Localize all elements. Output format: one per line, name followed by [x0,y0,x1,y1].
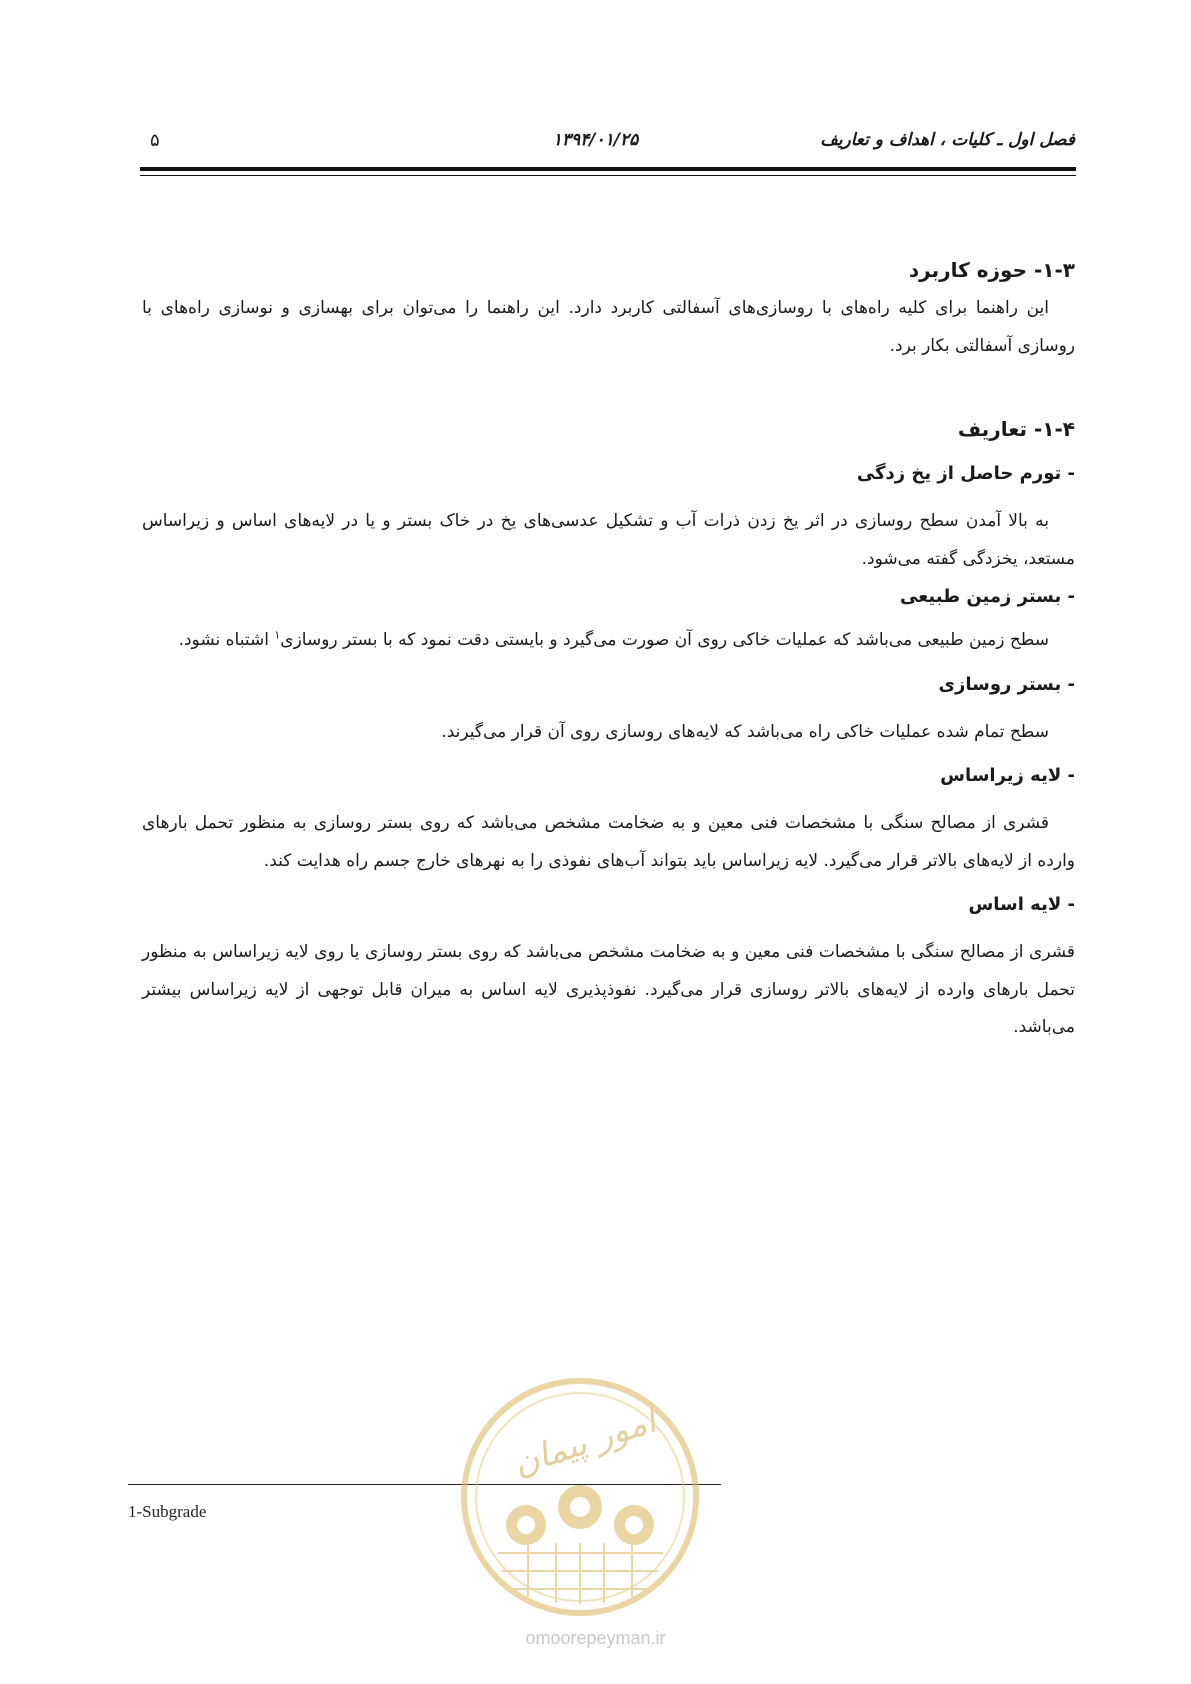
header-rule-thick [140,167,1076,171]
section-heading-scope: ۱-۳- حوزه کاربرد [908,258,1075,282]
term-title-subbase: - لایه زیراساس [940,765,1075,786]
term-text-frost-heave: به بالا آمدن سطح روسازی در اثر یخ زدن ذرات آب و تشکیل عدسی‌های یخ در خاک بستر و یا در لایه‌های اساس و زیراساس مستعد، یخزدگی گفته می‌شود. [142,511,1075,569]
term-text-natural-ground-end: اشتباه نشود. [178,630,275,650]
term-text-base: قشری از مصالح سنگی با مشخصات فنی معین و به ضخامت مشخص می‌باشد که روی بستر روسازی یا روی لایه زیراساس به منظور تحمل بارهای وارده از لایه‌های بالاتر روسازی قرار می‌گیرد. نفوذپذیری لایه اساس به میران قابل توجهی از لایه زیراساس بیشتر می‌باشد. [142,942,1075,1037]
section-heading-definitions: ۱-۴- تعاریف [957,417,1075,441]
term-text-subbase: قشری از مصالح سنگی با مشخصات فنی معین و به ضخامت مشخص می‌باشد که روی بستر روسازی به منظور تحمل بارهای وارده از لایه‌های بالاتر قرار می‌گیرد. لایه زیراساس باید بتواند آب‌های نفوذی را به نهرهای خارج جسم راه هدایت کند. [142,813,1075,871]
term-text-natural-ground [142,622,1075,660]
watermark-url: omoorepeyman.ir [525,1628,666,1648]
paragraph-scope: این راهنما برای کلیه راه‌های با روسازی‌های آسفالتی کاربرد دارد. این راهنما را می‌توان برای بهسازی و نوسازی راه‌های با روسازی آسفالتی بکار برد. [142,298,1075,356]
body-content [142,250,1075,1047]
page-number: ۵ [150,130,160,151]
footnote-text: 1-Subgrade [128,1502,207,1521]
watermark-logo-text: امور پیمان [508,1400,661,1485]
header-date: ۱۳۹۴/۰۱/۲۵ [552,130,639,150]
term-title-subgrade: - بستر روسازی [938,673,1075,695]
term-title-frost-heave: - تورم حاصل از یخ زدگی [856,463,1075,484]
watermark-logo-icon [458,1375,703,1620]
chapter-title: فصل اول ـ کلیات ، اهداف و تعاریف [820,130,1075,150]
footnote-ref: ۱ [274,628,281,642]
term-title-base: - لایه اساس [968,894,1075,915]
term-text-natural-ground-main: سطح زمین طبیعی می‌باشد که عملیات خاکی روی آن صورت می‌گیرد و بایستی دقت نمود که با بستر روسازی [280,630,1049,650]
header-rule-thin [140,175,1076,176]
term-title-natural-ground: - بستر زمین طبیعی [900,586,1075,607]
term-text-subgrade: سطح تمام شده عملیات خاکی راه می‌باشد که لایه‌های روسازی روی آن قرار می‌گیرند. [441,721,1049,742]
